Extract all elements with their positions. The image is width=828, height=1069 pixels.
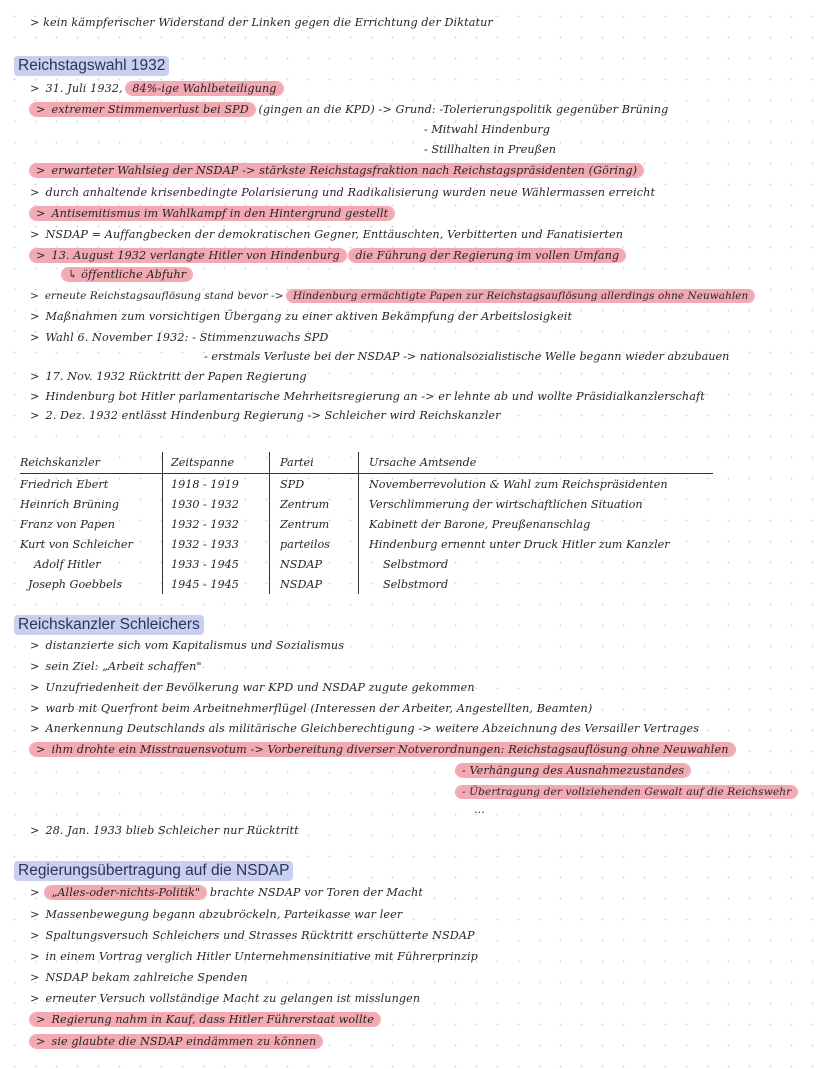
list-item bbox=[30, 247, 625, 265]
list-text: Wahl 6. November 1932: - Stimmenzuwachs SPD bbox=[45, 331, 329, 344]
highlight-text: extremer Stimmenverlust bei SPD bbox=[51, 103, 249, 116]
table-row bbox=[20, 474, 713, 495]
list-item: > warb mit Querfront beim Arbeitnehmerflügel (Interessen der Arbeiter, Angestellten, Beamten) bbox=[30, 702, 593, 715]
table-cell: 1930 - 1932 bbox=[163, 494, 270, 514]
list-text: in einem Vortrag verglich Hitler Unternehmensinitiative mit Führerprinzip bbox=[45, 950, 478, 963]
sub-item bbox=[456, 762, 690, 780]
column-header: Partei bbox=[270, 452, 359, 474]
list-text: sein Ziel: „Arbeit schaffen" bbox=[45, 660, 202, 673]
highlight: 84%-ige Wahlbeteiligung bbox=[126, 82, 282, 95]
table-cell: 1932 - 1932 bbox=[163, 514, 270, 534]
table-cell: Novemberrevolution & Wahl zum Reichspräsidenten bbox=[369, 477, 668, 491]
list-text: warb mit Querfront beim Arbeitnehmerflügel (Interessen der Arbeiter, Angestellten, Beamten) bbox=[45, 702, 593, 715]
table-header-row bbox=[20, 452, 713, 474]
highlight: ↳ öffentliche Abfuhr bbox=[62, 268, 192, 281]
list-item: > durch anhaltende krisenbedingte Polarisierung und Radikalisierung wurden neue Wählermassen erreicht bbox=[30, 186, 656, 199]
list-item: > Anerkennung Deutschlands als militärische Gleichberechtigung -> weitere Abzeichnung des Versailler Vertrages bbox=[30, 722, 700, 735]
heading-reichstagswahl: Reichstagswahl 1932 bbox=[14, 56, 169, 76]
list-text: (gingen an die KPD) -> Grund: -Tolerierungspolitik gegenüber Brüning bbox=[258, 103, 669, 116]
highlight: > ihm drohte ein Misstrauensvotum -> Vorbereitung diverser Notverordnungen: Reichstagsauflösung ohne Neuwahlen bbox=[30, 743, 735, 756]
table-row bbox=[20, 514, 713, 534]
highlight: Hindenburg ermächtigte Papen zur Reichstagsauflösung allerdings ohne Neuwahlen bbox=[287, 290, 754, 302]
list-text: 2. Dez. 1932 entlässt Hindenburg Regierung -> Schleicher wird Reichskanzler bbox=[45, 409, 501, 422]
highlight: - Verhängung des Ausnahmezustandes bbox=[456, 764, 690, 777]
highlight-text: 13. August 1932 verlangte Hitler von Hindenburg bbox=[51, 249, 340, 262]
intro-line: > kein kämpferischer Widerstand der Linken gegen die Errichtung der Diktatur bbox=[30, 16, 493, 29]
column-header: Reichskanzler bbox=[20, 452, 163, 474]
table-cell: 1945 - 1945 bbox=[163, 574, 270, 594]
table-row bbox=[20, 554, 713, 574]
list-text: NSDAP = Auffangbecken der demokratischen Gegner, Enttäuschten, Verbitterten und Fanatisierten bbox=[45, 228, 624, 241]
table-cell: parteilos bbox=[270, 534, 359, 554]
heading-regierungsuebertragung: Regierungsübertragung auf die NSDAP bbox=[14, 861, 293, 881]
table-row bbox=[20, 494, 713, 514]
table-cell: 1918 - 1919 bbox=[163, 474, 270, 495]
list-item: > 31. Juli 1932, 84%-ige Wahlbeteiligung bbox=[30, 80, 283, 98]
highlight-text: ihm drohte ein Misstrauensvotum -> Vorbereitung diverser Notverordnungen: Reichstagsauflösung ohne Neuwahlen bbox=[51, 743, 729, 756]
table-cell: Friedrich Ebert bbox=[20, 474, 163, 495]
list-item bbox=[62, 266, 192, 284]
table-cell: Heinrich Brüning bbox=[20, 494, 163, 514]
list-item: > Spaltungsversuch Schleichers und Strasses Rücktritt erschütterte NSDAP bbox=[30, 929, 475, 942]
list-item bbox=[30, 1033, 322, 1051]
list-text: Anerkennung Deutschlands als militärische Gleichberechtigung -> weitere Abzeichnung des Versailler Vertrages bbox=[45, 722, 700, 735]
table-cell: Joseph Goebbels bbox=[20, 574, 163, 594]
highlight: > Antisemitismus im Wahlkampf in den Hintergrund gestellt bbox=[30, 207, 394, 220]
table-cell: Franz von Papen bbox=[20, 514, 163, 534]
list-text: brachte NSDAP vor Toren der Macht bbox=[209, 886, 423, 899]
list-item: > NSDAP bekam zahlreiche Spenden bbox=[30, 971, 248, 984]
list-text: Spaltungsversuch Schleichers und Strasses Rücktritt erschütterte NSDAP bbox=[45, 929, 475, 942]
ellipsis-text: ... bbox=[474, 803, 485, 816]
highlight: > sie glaubte die NSDAP eindämmen zu können bbox=[30, 1035, 322, 1048]
table-cell: Adolf Hitler bbox=[20, 554, 163, 574]
sub-item bbox=[456, 783, 797, 801]
list-item: > Hindenburg bot Hitler parlamentarische Mehrheitsregierung an -> er lehnte ab und wollte Präsidialkanzlerschaft bbox=[30, 390, 705, 403]
highlight: - Übertragung der vollziehenden Gewalt auf die Reichswehr bbox=[456, 786, 797, 798]
date-text: 31. Juli 1932, bbox=[45, 82, 123, 95]
highlight: > 13. August 1932 verlangte Hitler von Hindenburg bbox=[30, 249, 346, 262]
list-text: Unzufriedenheit der Bevölkerung war KPD und NSDAP zugute gekommen bbox=[45, 681, 475, 694]
list-item: > 17. Nov. 1932 Rücktritt der Papen Regierung bbox=[30, 370, 307, 383]
highlight: „Alles-oder-nichts-Politik" bbox=[45, 886, 206, 899]
highlight-text: sie glaubte die NSDAP eindämmen zu können bbox=[51, 1035, 317, 1048]
table-cell: 1933 - 1945 bbox=[163, 554, 270, 574]
list-item: > erneute Reichstagsauflösung stand bevor -> Hindenburg ermächtigte Papen zur Reichstagsauflösung allerdings ohne Neuwahlen bbox=[30, 287, 754, 305]
list-item: > Wahl 6. November 1932: - Stimmenzuwachs SPD bbox=[30, 331, 329, 344]
list-item: > distanzierte sich vom Kapitalismus und Sozialismus bbox=[30, 639, 345, 652]
list-item: > Massenbewegung begann abzubröckeln, Parteikasse war leer bbox=[30, 908, 403, 921]
highlight-text: erwarteter Wahlsieg der NSDAP -> stärkste Reichstagsfraktion nach Reichstagspräsidenten (Göring) bbox=[51, 164, 638, 177]
list-item: > erneuter Versuch vollständige Macht zu gelangen ist misslungen bbox=[30, 992, 421, 1005]
table-cell: Verschlimmerung der wirtschaftlichen Situation bbox=[369, 497, 643, 511]
table-cell: 1932 - 1933 bbox=[163, 534, 270, 554]
list-text: erneute Reichstagsauflösung stand bevor -> bbox=[44, 290, 284, 302]
list-text: Massenbewegung begann abzubröckeln, Parteikasse war leer bbox=[45, 908, 403, 921]
sub-item: - erstmals Verluste bei der NSDAP -> nationalsozialistische Welle begann wieder abzubauen bbox=[204, 350, 730, 363]
list-text: durch anhaltende krisenbedingte Polarisierung und Radikalisierung wurden neue Wählermassen erreicht bbox=[45, 186, 656, 199]
highlight: > Regierung nahm in Kauf, dass Hitler Führerstaat wollte bbox=[30, 1013, 380, 1026]
column-header: Ursache Amtsende bbox=[359, 452, 714, 474]
list-item: > 2. Dez. 1932 entlässt Hindenburg Regierung -> Schleicher wird Reichskanzler bbox=[30, 409, 501, 422]
table-row bbox=[20, 534, 713, 554]
list-item bbox=[30, 101, 668, 119]
list-text: Maßnahmen zum vorsichtigen Übergang zu einer aktiven Bekämpfung der Arbeitslosigkeit bbox=[45, 310, 573, 323]
list-item: > NSDAP = Auffangbecken der demokratischen Gegner, Enttäuschten, Verbitterten und Fanatisierten bbox=[30, 228, 624, 241]
table-cell: Hindenburg ernennt unter Druck Hitler zum Kanzler bbox=[369, 537, 670, 551]
list-text: 28. Jan. 1933 blieb Schleicher nur Rücktritt bbox=[45, 824, 299, 837]
list-text: NSDAP bekam zahlreiche Spenden bbox=[45, 971, 248, 984]
column-header: Zeitspanne bbox=[163, 452, 270, 474]
table-cell: Kabinett der Barone, Preußenanschlag bbox=[369, 517, 591, 531]
list-item bbox=[30, 205, 394, 223]
list-item: > Unzufriedenheit der Bevölkerung war KPD und NSDAP zugute gekommen bbox=[30, 681, 475, 694]
highlight-text: Regierung nahm in Kauf, dass Hitler Führerstaat wollte bbox=[51, 1013, 374, 1026]
table-cell: Selbstmord bbox=[383, 557, 449, 571]
list-item bbox=[30, 741, 735, 759]
table-cell: Kurt von Schleicher bbox=[20, 534, 163, 554]
sub-item: - Stillhalten in Preußen bbox=[424, 143, 556, 156]
list-item: > in einem Vortrag verglich Hitler Unternehmensinitiative mit Führerprinzip bbox=[30, 950, 478, 963]
heading-schleicher: Reichskanzler Schleichers bbox=[14, 615, 204, 635]
list-item: > „Alles-oder-nichts-Politik" brachte NSDAP vor Toren der Macht bbox=[30, 886, 423, 899]
table-cell: Selbstmord bbox=[383, 577, 449, 591]
list-text: distanzierte sich vom Kapitalismus und Sozialismus bbox=[45, 639, 345, 652]
highlight-text: Antisemitismus im Wahlkampf in den Hintergrund gestellt bbox=[51, 207, 389, 220]
table-cell: Zentrum bbox=[270, 494, 359, 514]
table-cell: Zentrum bbox=[270, 514, 359, 534]
table-cell: SPD bbox=[270, 474, 359, 495]
list-text: Hindenburg bot Hitler parlamentarische Mehrheitsregierung an -> er lehnte ab und wollte Präsidialkanzlerschaft bbox=[45, 390, 705, 403]
highlight: die Führung der Regierung im vollen Umfang bbox=[349, 249, 625, 262]
list-text: 17. Nov. 1932 Rücktritt der Papen Regierung bbox=[45, 370, 307, 383]
list-item: > Maßnahmen zum vorsichtigen Übergang zu einer aktiven Bekämpfung der Arbeitslosigkeit bbox=[30, 310, 573, 323]
list-item: > 28. Jan. 1933 blieb Schleicher nur Rücktritt bbox=[30, 824, 299, 837]
list-text: erneuter Versuch vollständige Macht zu gelangen ist misslungen bbox=[45, 992, 421, 1005]
table-cell: NSDAP bbox=[270, 574, 359, 594]
kanzler-table bbox=[20, 452, 713, 594]
list-item bbox=[30, 1011, 380, 1029]
highlight: > erwarteter Wahlsieg der NSDAP -> stärkste Reichstagsfraktion nach Reichstagspräsidenten (Göring) bbox=[30, 164, 643, 177]
list-item: > sein Ziel: „Arbeit schaffen" bbox=[30, 660, 202, 673]
table-row bbox=[20, 574, 713, 594]
table-cell: NSDAP bbox=[270, 554, 359, 574]
highlight: > extremer Stimmenverlust bei SPD bbox=[30, 103, 255, 116]
sub-item: - Mitwahl Hindenburg bbox=[424, 123, 550, 136]
list-item bbox=[30, 162, 643, 180]
